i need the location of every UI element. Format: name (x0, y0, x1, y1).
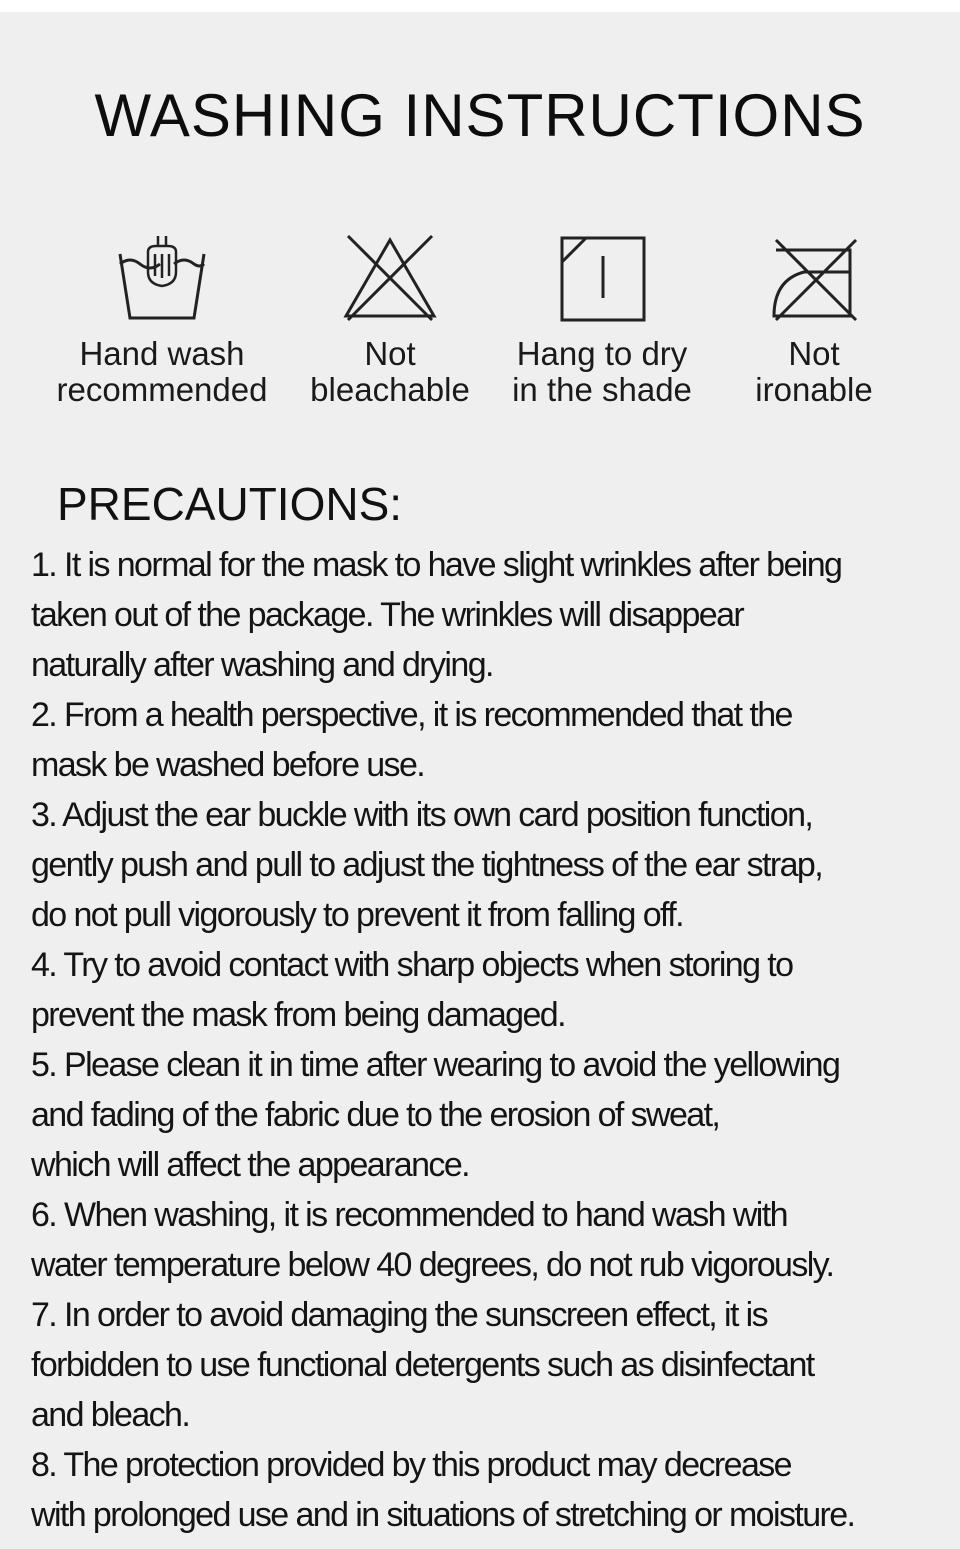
not-bleachable-icon (270, 232, 510, 324)
precaution-line: 1. It is normal for the mask to have slight wrinkles after being (31, 546, 842, 584)
precaution-line: mask be washed before use. (31, 746, 425, 784)
hand-wash-icon (42, 232, 282, 324)
precaution-line: and bleach. (31, 1396, 190, 1434)
precaution-item (31, 1190, 956, 1290)
content-panel (0, 12, 960, 1549)
precaution-line: naturally after washing and drying. (31, 646, 493, 684)
precaution-line: and fading of the fabric due to the erosion of sweat, (31, 1096, 720, 1134)
precaution-line: prevent the mask from being damaged. (31, 996, 565, 1034)
precaution-item (31, 1040, 956, 1190)
care-symbol-not-bleachable (270, 232, 510, 408)
care-label: Not bleachable (310, 335, 470, 408)
precaution-line: taken out of the package. The wrinkles will disappear (31, 596, 744, 634)
not-ironable-icon (694, 232, 934, 324)
precautions-title: PRECAUTIONS: (57, 478, 403, 530)
precaution-line: 5. Please clean it in time after wearing to avoid the yellowing (31, 1046, 840, 1084)
hang-dry-shade-icon (482, 232, 722, 324)
precaution-line: 6. When washing, it is recommended to hand wash with (31, 1196, 787, 1234)
precaution-item (31, 690, 956, 790)
precaution-item (31, 1440, 956, 1540)
care-label: Hand wash recommended (56, 335, 268, 408)
precaution-line: gently push and pull to adjust the tightness of the ear strap, (31, 846, 823, 884)
care-symbol-not-ironable (694, 232, 934, 408)
care-label: Hang to dry in the shade (512, 335, 692, 408)
precaution-line: 8. The protection provided by this product may decrease (31, 1446, 791, 1484)
precaution-item (31, 540, 956, 690)
precaution-line: 2. From a health perspective, it is recommended that the (31, 696, 792, 734)
care-symbols-row (0, 232, 960, 432)
precaution-line: 4. Try to avoid contact with sharp objects when storing to (31, 946, 793, 984)
precaution-line: forbidden to use functional detergents such as disinfectant (31, 1346, 814, 1384)
precaution-item (31, 940, 956, 1040)
precautions-list (31, 540, 956, 1540)
precaution-line: with prolonged use and in situations of stretching or moisture. (31, 1496, 855, 1534)
care-symbol-hang-dry-shade (482, 232, 722, 408)
precaution-line: 3. Adjust the ear buckle with its own card position function, (31, 796, 813, 834)
precaution-line: do not pull vigorously to prevent it from falling off. (31, 896, 683, 934)
precaution-line: water temperature below 40 degrees, do not rub vigorously. (31, 1246, 834, 1284)
page-title: WASHING INSTRUCTIONS (94, 82, 866, 149)
precaution-item (31, 790, 956, 940)
care-symbol-hand-wash (42, 232, 282, 408)
precaution-line: 7. In order to avoid damaging the sunscreen effect, it is (31, 1296, 767, 1334)
care-label: Not ironable (755, 335, 873, 408)
precaution-item (31, 1290, 956, 1440)
precaution-line: which will affect the appearance. (31, 1146, 469, 1184)
